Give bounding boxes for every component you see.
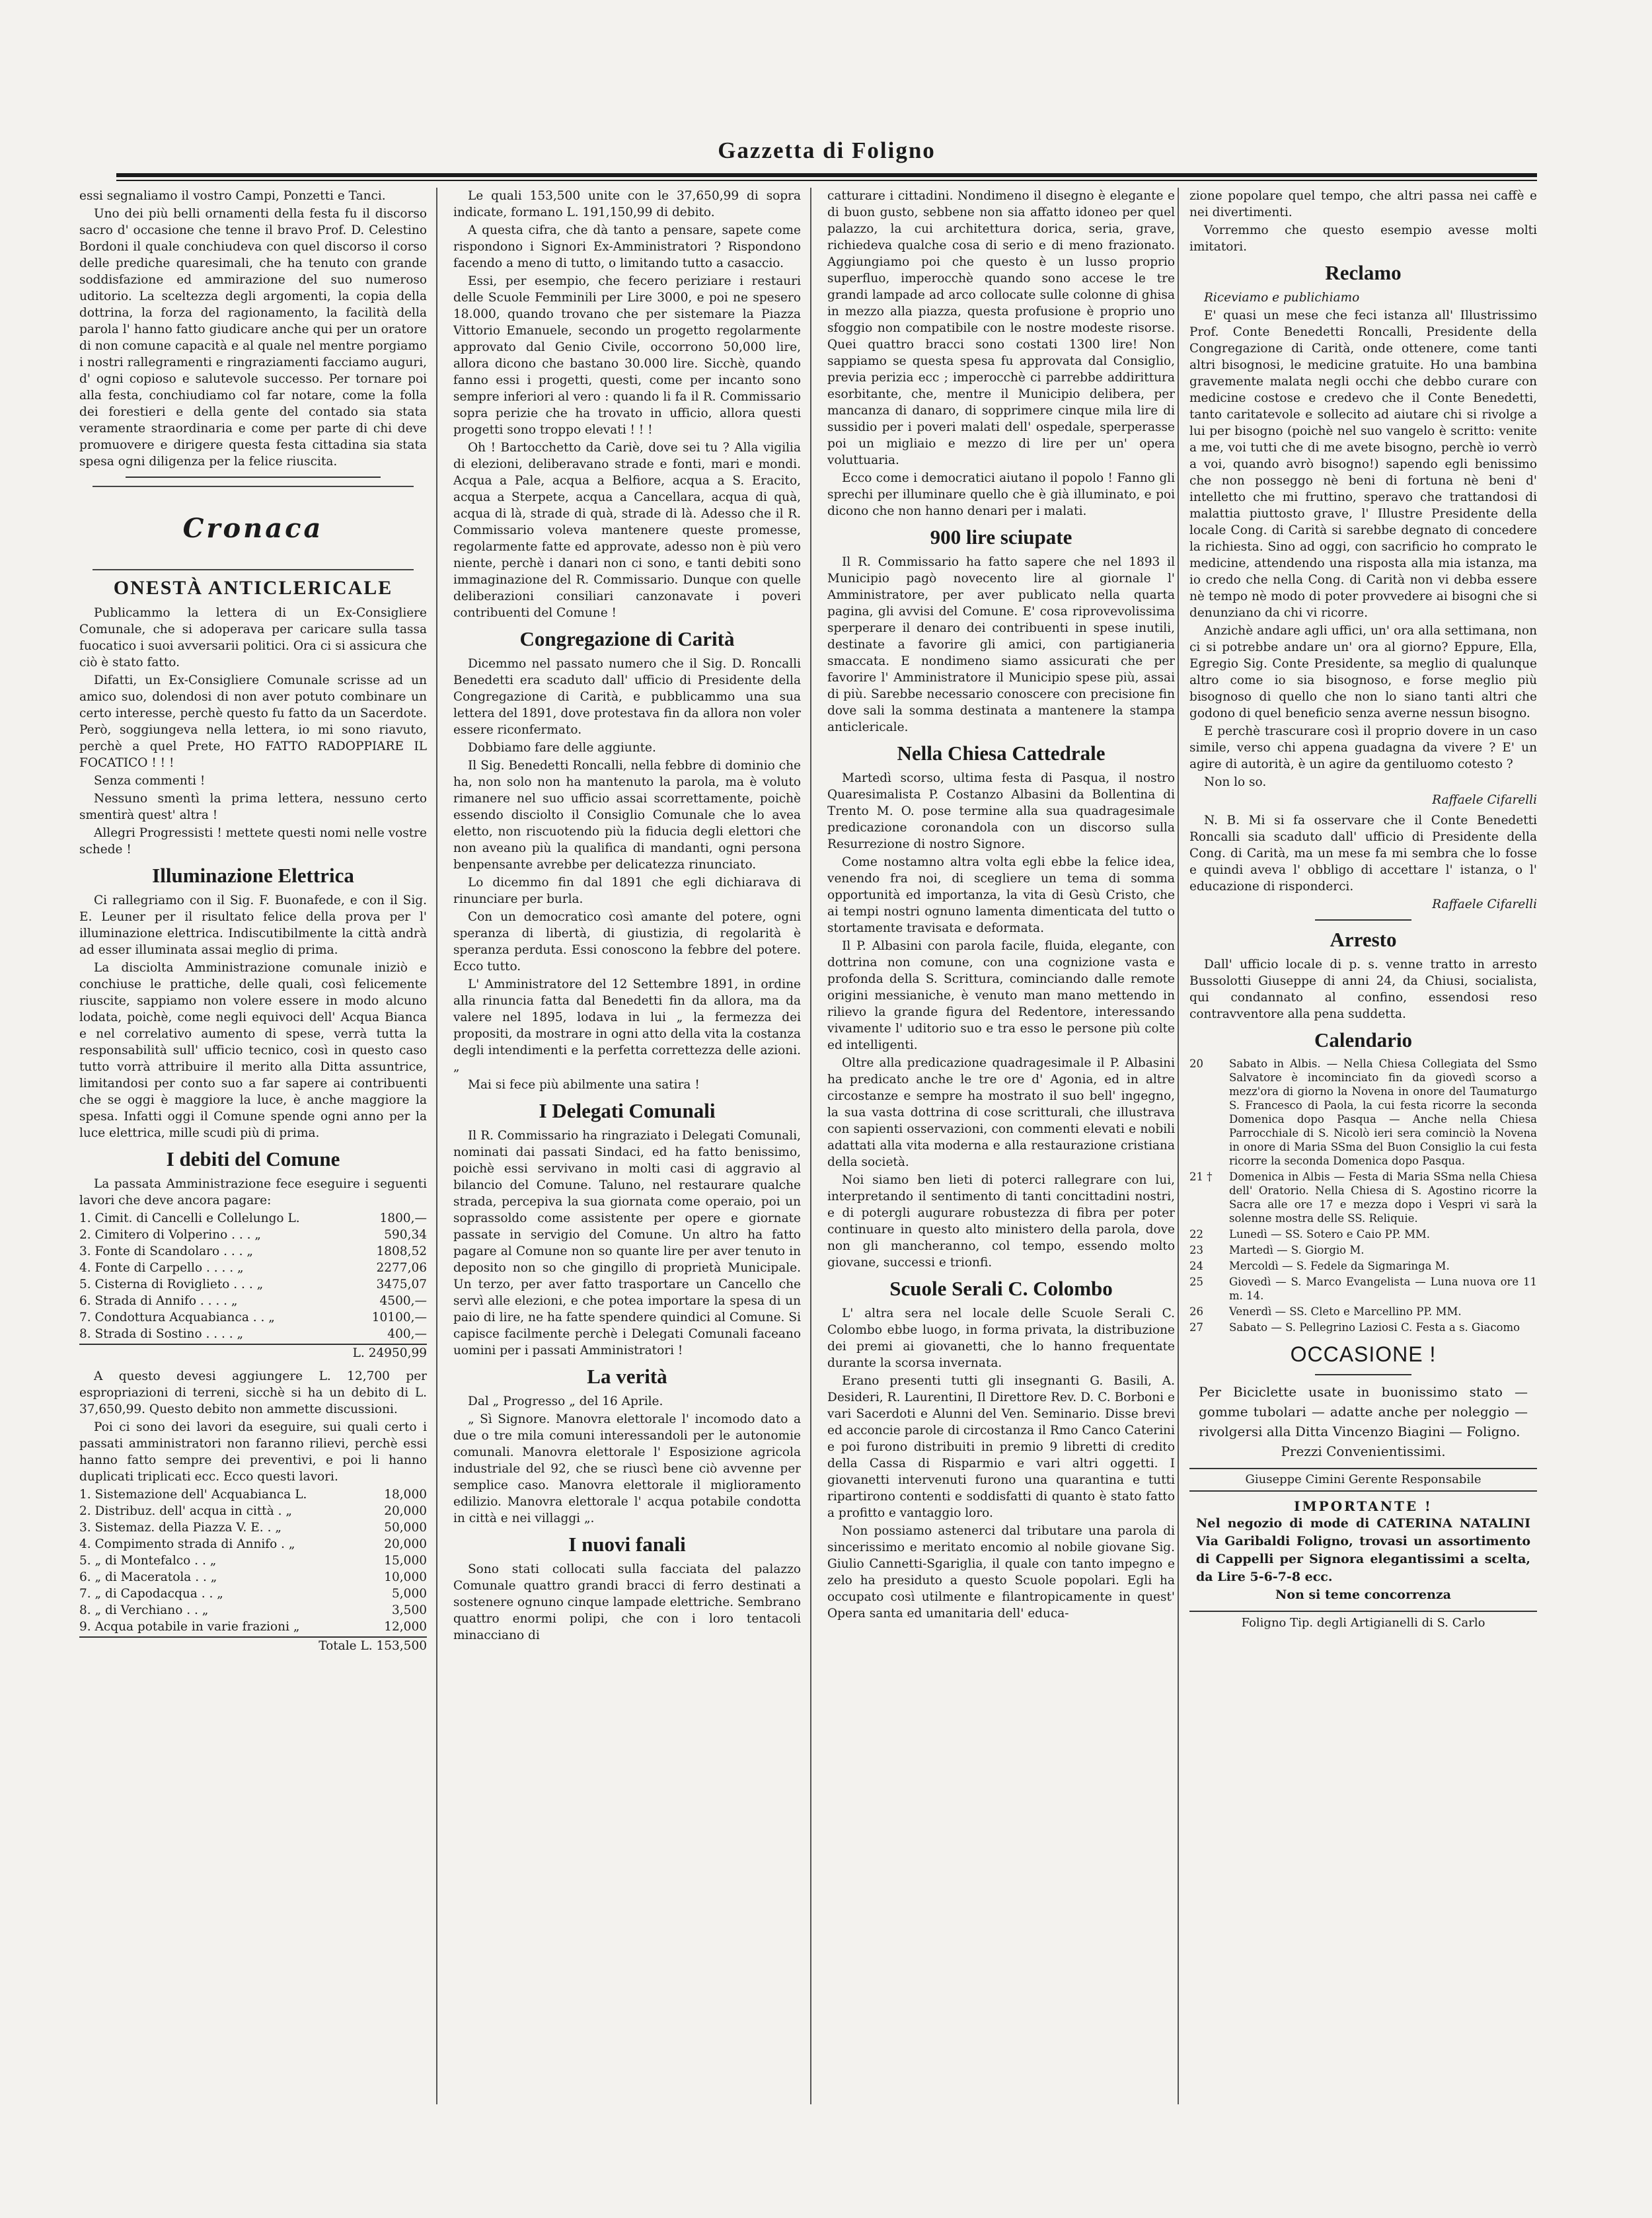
ad-text: Non si teme concorrenza <box>1275 1587 1451 1602</box>
article-heading: I nuovi fanali <box>568 1533 686 1556</box>
ad-text: Per Biciclette usate in buonissimo stato — gomme tubolari — adatte anche per noleggio — rivolgersi alla Ditta Vincenzo Biagini — Foligno. <box>1199 1384 1528 1439</box>
paragraph: Come nostamno altra volta egli ebbe la felice idea, venendo fra noi, di scegliere un tema di somma opportunità ed importanza, la vita di Gesù Cristo, che ai tempi nostri ognuno lamenta dimenticata del tutto o stortamente travisata e deformata. <box>827 855 1175 935</box>
masthead <box>116 136 1537 169</box>
ad-heading: OCCASIONE ! <box>1290 1342 1437 1366</box>
table-row: 2. Distribuz. dell' acqua in città . „ 20,000 <box>79 1504 427 1518</box>
paragraph: A questa cifra, che dà tanto a pensare, sapete come rispondono i Signori Ex-Amministratori ? Rispondono facendo a meno di tutto, o limitando tutto a casaccio. <box>453 223 801 270</box>
article-heading: Reclamo <box>1325 261 1402 284</box>
paragraph: Ecco come i democratici aiutano il popolo ! Fanno gli sprechi per illuminare quello che è già illuminato, e poi dicono che non hanno denari per i malati. <box>827 471 1175 518</box>
calendar-entry: 27 Sabato — S. Pellegrino Laziosi C. Festa a s. Giacomo <box>1189 1321 1521 1334</box>
divider <box>1315 919 1411 921</box>
column-4 <box>1189 188 1537 2104</box>
paragraph: catturare i cittadini. Nondimeno il disegno è elegante e di buon gusto, sebbene non sia affatto idoneo per quel palazzo, la cui architettura dorica, seria, grave, richiedeva qualche cosa di serio e di meno frazionato. Aggiungiamo poi che questo è un lusso proprio superfluo, imperocchè quando sono accese le tre grandi lampade ad arco collocate sulle colonne di ghisa in mezzo alla piazza, questa profusione è proprio uno sfoggio non compatibile con le nostre modeste risorse. Quei quattro bracci sono costati 1300 lire! Non sappiamo se questa spesa fu approvata dal Consiglio, previa perizia ecc ; imperocchè ci parrebbe addirittura esorbitante, che, mentre il Municipio delibera, per mancanza di danaro, di sopprimere cinque mila lire di sussidio per i poveri malati dell' ospedale, sperperasse poi un migliaio e mezzo di lire per un' opera voluttuaria. <box>827 189 1175 467</box>
paragraph: Essi, per esempio, che fecero periziare i restauri delle Scuole Femminili per Lire 3000, e poi ne spesero 18.000, quando trovano che per sistemare la Piazza Vittorio Emanuele, secondo un progetto regolarmente approvato dal Genio Civile, occorrono 50,000 lire, allora dicono che bastano 30.000 lire. Sicchè, quando fanno essi i progetti, questi, come per incanto sono sempre inferiori al vero : quando li fa il R. Commissario sopra perizie che ha trovato in ufficio, allora questi progetti sono troppo elevati ! ! ! <box>453 274 801 437</box>
signature: Raffaele Cifarelli <box>1432 793 1537 807</box>
calendar-entry: 22 Lunedì — SS. Sotero e Caio PP. MM. <box>1189 1228 1431 1241</box>
article-heading: Nella Chiesa Cattedrale <box>897 742 1106 765</box>
paragraph: Martedì scorso, ultima festa di Pasqua, il nostro Quaresimalista P. Costanzo Albasini da Bollentina di Trento M. O. pose termine alla sua quadragesimale predicazione coronandola con un discorso sulla Resurrezione di nostro Signore. <box>827 771 1175 851</box>
table-row: 7. „ di Capodacqua . . „ 5,000 <box>79 1587 427 1601</box>
paragraph: A questo devesi aggiungere L. 12,700 per espropriazioni di terreni, sicchè si ha un debito di L. 37,650,99. Questo debito non ammette discussioni. <box>79 1369 427 1416</box>
article-heading: Illuminazione Elettrica <box>152 864 354 887</box>
table-row: 1. Sistemazione dell' Acquabianca L. 18,000 <box>79 1488 427 1502</box>
table-row: 5. „ di Montefalco . . „ 15,000 <box>79 1554 427 1568</box>
printer-imprint: Foligno Tip. degli Artigianelli di S. Carlo <box>1189 1611 1537 1634</box>
paragraph: L' Amministratore del 12 Settembre 1891, in ordine alla rinuncia fatta dal Benedetti fin da allora, ma da valere nel 1895, lodava in lui „ la fermezza dei propositi, da mostrare in ogni atto della vita la costanza degli intendimenti e la perfetta correttezza delle azioni. „ <box>453 977 801 1074</box>
article-heading: I Delegati Comunali <box>539 1099 716 1122</box>
table-row: 5. Cisterna di Roviglieto . . . „ 3475,07 <box>79 1278 427 1291</box>
cronaca-ornament-label: Cronaca <box>182 512 324 544</box>
paragraph: La passata Amministrazione fece eseguire i seguenti lavori che deve ancora pagare: <box>79 1177 427 1207</box>
paragraph: Vorremmo che questo esempio avesse molti imitatori. <box>1189 223 1537 254</box>
ad-text: Prezzi Convenientissimi. <box>1281 1443 1446 1459</box>
article-heading: Scuole Serali C. Colombo <box>889 1277 1113 1300</box>
lavori-table <box>79 1486 427 1635</box>
calendar-entry: 24 Mercoldì — S. Fedele da Sigmaringa M. <box>1189 1260 1450 1272</box>
debiti-table <box>79 1210 427 1342</box>
paragraph: Dal „ Progresso „ del 16 Aprile. <box>468 1395 663 1408</box>
paragraph: L' altra sera nel locale delle Scuole Serali C. Colombo ebbe luogo, in forma privata, la distribuzione dei premi ai giovanetti, che lo hanno frequentate durante la scorsa invernata. <box>827 1307 1175 1370</box>
article-heading: Arresto <box>1330 928 1397 951</box>
lavori-total: Totale L. 153,500 <box>79 1636 427 1654</box>
paragraph: E' quasi un mese che feci istanza all' Illustrissimo Prof. Conte Benedetti Roncalli, Presidente della Congregazione di Carità, onde ottenere, come tanti altri bisognosi, le medicine gratuite. Ho una bambina gravemente malata negli occhi che debbo curare con medicine costose e credevo che il Conte Benedetti, tanto caritatevole e sollecito ad aiutare chi si rivolge a lui per bisogno (poichè nel suo vangelo è scritto: venite a me, voi tutti che di me avete bisogno, perchè io verrò a voi, quando avrò bisogno!) sapendo egli benissimo che non posseggo nè beni di fortuna nè beni d' intelletto che mi fruttino, speravo che trattandosi di malattia piuttosto grave, l' Illustre Presidente della locale Cong. di Carità si sarebbe degnato di concedere la richiesta. Sino ad oggi, con sacrificio ho comprato le medicine, attendendo una risposta alla mia istanza, ma io credo che nella Cong. di Carità non vi debba essere nè tempo nè modo di poter provvedere ai bisogni che si denunziano da chi vi ricorre. <box>1189 309 1537 620</box>
paragraph: Poi ci sono dei lavori da eseguire, sui quali certo i passati amministratori non faranno rilievi, perchè essi hanno fatto sempre dei preventivi, e poi li hanno duplicati triplicati ecc. Ecco questi lavori. <box>79 1420 427 1484</box>
gerente-responsabile: Giuseppe Cimini Gerente Responsabile <box>1189 1468 1537 1492</box>
paragraph: Difatti, un Ex-Consigliere Comunale scrisse ad un amico suo, dolendosi di non aver potuto combinare un certo interesse, perchè questo fu fatto da un Sacerdote. Però, soggiungeva nella lettera, io mi sono riavuto, perchè a quel Prete, HO FATTO RADOPPIARE IL FOCATICO ! ! ! <box>79 673 427 770</box>
paragraph: Dobbiamo fare delle aggiunte. <box>468 741 656 755</box>
article-subheading: Riceviamo e publichiamo <box>1204 291 1360 305</box>
article-heading: ONESTÀ ANTICLERICALE <box>113 577 393 599</box>
paragraph: Con un democratico così amante del potere, ogni speranza di libertà, di giustizia, di regolarità è speranza perduta. Essi conoscono la febbre del potere. Ecco tutto. <box>453 910 801 974</box>
paragraph: Il Sig. Benedetti Roncalli, nella febbre di dominio che ha, non solo non ha mantenuto la parola, ma è voluto rimanere nel suo ufficio assai scorrettamente, poichè essendo disciolto il Consiglio Comunale che lo avea eletto, non riscuotendo più la fiducia degli elettori che non aveano più la qualifica di mandanti, ogni persona benpensante avrebbe per delicatezza rinunciato. <box>453 759 801 872</box>
table-row: 8. Strada di Sostino . . . . „ 400,— <box>79 1327 427 1341</box>
paragraph: Anzichè andare agli uffici, un' ora alla settimana, non ci si potrebbe andare un' ora al giorno? Eppure, Ella, Egregio Sig. Conte Presidente, sa meglio di qualunque altro come io sia bisognoso, e forse meglio più bisognoso di quello che non lo siano tanti altri che godono di quel beneficio senza averne nessun bisogno. <box>1189 624 1537 720</box>
paragraph: Ci rallegriamo con il Sig. F. Buonafede, e con il Sig. E. Leuner per il risultato felice della prova per l' illuminazione elettrica. Indiscutibilmente la città andrà ad esser illuminata assai meglio di prima. <box>79 894 427 957</box>
paragraph: Uno dei più belli ornamenti della festa fu il discorso sacro d' occasione che tenne il bravo Prof. D. Celestino Bordoni il quale conchiudeva con quel discorso il corso delle prediche quaresimali, che ha tenuto con grande soddisfazione ed ammirazione del suo numeroso uditorio. La sceltezza degli argomenti, la copia della dottrina, la forza del ragionamento, la facilità della parola l' hanno fatto giudicare anche qui per un oratore di non comune capacità e al quale nel mentre porgiamo i nostri rallegramenti e ringraziamenti facciamo auguri, d' ogni copioso e salutevole successo. Per tornare poi alla festa, conchiudiamo col far notare, come la folla dei forestieri e della gente del contado sia stata veramente straordinaria e come per parte di chi deve promuovere e dirigere questa festa cittadina sia stata spesa ogni diligenza per la felice riuscita. <box>79 207 427 469</box>
article-heading: Calendario <box>1314 1028 1413 1052</box>
debiti-total: L. 24950,99 <box>79 1344 427 1361</box>
divider <box>126 477 381 478</box>
table-row: 6. „ di Maceratola . . „ 10,000 <box>79 1570 427 1584</box>
paragraph: zione popolare quel tempo, che altri passa nei caffè e nei divertimenti. <box>1189 189 1537 219</box>
calendar-list <box>1189 1057 1537 1334</box>
masthead-title: Gazzetta di Foligno <box>718 137 936 163</box>
paragraph: Allegri Progressisti ! mettete questi nomi nelle vostre schede ! <box>79 826 427 857</box>
paragraph: Mai si fece più abilmente una satira ! <box>468 1078 700 1092</box>
paragraph: Il P. Albasini con parola facile, fluida, elegante, con dottrina non comune, con una cognizione vasta e profonda della S. Scrittura, cominciando dalle remote origini messianiche, è venuto man mano mettendo in rilievo la grande figura del Redentore, interessando vivamente l' uditorio suo e tra esso le persone più colte ed intelligenti. <box>827 939 1175 1052</box>
paragraph: Non possiamo astenerci dal tributare una parola di sincerissimo e meritato encomio al nobile giovane Sig. Giulio Cannetti-Sgariglia, il quale con tanto impegno e zelo ha presiduto a questo Scuole popolari. Egli ha occupato così utilmente e filantropicamente in quest' Opera santa ed umanitaria dell' educa- <box>827 1524 1175 1621</box>
column-divider <box>436 188 437 2104</box>
table-row: 2. Cimitero di Volperino . . . „ 590,34 <box>79 1228 427 1242</box>
table-row: 6. Strada di Annifo . . . . „ 4500,— <box>79 1294 427 1308</box>
column-divider <box>1178 188 1179 2104</box>
table-row: 8. „ di Verchiano . . „ 3,500 <box>79 1603 427 1617</box>
paragraph: Nessuno smentì la prima lettera, nessuno certo smentirà quest' altra ! <box>79 792 427 822</box>
paragraph: Senza commenti ! <box>94 774 206 788</box>
article-heading: 900 lire sciupate <box>930 525 1072 549</box>
masthead-rule-thin <box>116 180 1537 181</box>
ad-text: Nel negozio di mode di CATERINA NATALINI Via Garibaldi Foligno, trovasi un assortimento di Cappelli per Signora elegantissimi a scelta, da Lire 5-6-7-8 ecc. <box>1196 1516 1530 1584</box>
paragraph: Oh ! Bartocchetto da Cariè, dove sei tu ? Alla vigilia di elezioni, deliberavano strade e fonti, mari e mondi. Acqua a Pale, acqua a Belfiore, acqua a S. Eracito, acqua a Sterpete, acqua a Cancellara, acqua di quà, acqua di là, strade di quà, strade di là. Adesso che il R. Commissario voleva mantenere queste promesse, regolarmente fatte ed approvate, adesso non è più vero niente, perchè i danari non ci sono, e tanti debiti sono immaginazione del R. Commissario. Dunque con quelle deliberazioni consiliari canzonavate i poveri contribuenti del Comune ! <box>453 441 801 620</box>
paragraph: „ Sì Signore. Manovra elettorale l' incomodo dato a due o tre mila comuni interessandoli per le autonomie comunali. Manovra elettorale l' Esposizione agricola industriale del 92, che se riuscì bene ciò avvenne per semplice caso. Manovra elettorale il miglioramento edilizio. Manovra elettorale l' acqua potabile condotta in città e nei villaggi „. <box>453 1412 801 1525</box>
column-1 <box>79 188 427 2104</box>
paragraph: Il R. Commissario ha fatto sapere che nel 1893 il Municipio pagò novecento lire al giornale l' Amministratore, per aver publicato nella quarta pagina, gli avvisi del Comune. E' cosa riprovevolissima sperperare il denaro dei contribuenti in spese inutili, destinate a favorire gli amici, con partigianeria smaccata. E nondimeno siamo assicurati che per favorire l' Amministratore il Municipio spese più, assai di più. Sarebbe necessario conoscere con precisione fin dove sali la somma destinata a mantenere la stampa anticlericale. <box>827 555 1175 734</box>
calendar-entry: 25 Giovedì — S. Marco Evangelista — Luna nuova ore 11 m. 14. <box>1189 1276 1537 1302</box>
calendar-entry: 26 Venerdì — SS. Cleto e Marcellino PP. MM. <box>1189 1305 1462 1318</box>
paragraph: Dall' ufficio locale di p. s. venne tratto in arresto Bussolotti Giuseppe di anni 24, da Chiusi, socialista, qui condannato al confino, essendosi reso contravventore alla pena suddetta. <box>1189 958 1537 1021</box>
table-row: 4. Fonte di Carpello . . . . „ 2277,06 <box>79 1261 427 1275</box>
masthead-rule <box>116 173 1537 177</box>
article-heading: La verità <box>587 1365 667 1388</box>
paragraph: La disciolta Amministrazione comunale iniziò e conchiuse le prattiche, delle quali, così felicemente riuscite, sappiamo non volere essere in modo alcuno lodata, poichè, come negli equivoci dell' Acqua Bianca e nel correlativo aumento di spese, verrà tutta la responsabilità sull' ufficio tecnico, così in questo caso tutto vorrà attribuire il merito alla Ditta assuntrice, limitandosi per conto suo a far sapere ai contribuenti che se oggi è maggiore la luce, è anche maggiore la spesa. Infatti oggi il Comune spende ogni anno per la luce elettrica, mille scudi più di prima. <box>79 961 427 1140</box>
paragraph: essi segnaliamo il vostro Campi, Ponzetti e Tanci. <box>79 189 386 203</box>
table-row: 1. Cimit. di Cancelli e Collelungo L. 1800,— <box>79 1211 427 1225</box>
paragraph: N. B. Mi si fa osservare che il Conte Benedetti Roncalli sia scaduto dall' ufficio di Presidente della Cong. di Carità, ma un mese fa mi sembra che lo fosse e quindi aveva l' obbligo di accettare l' istanza, o l' educazione di risponderci. <box>1189 814 1537 894</box>
paragraph: Il R. Commissario ha ringraziato i Delegati Comunali, nominati dai passati Sindaci, ed ha fatto benissimo, poichè essi servivano in molti casi di aggravio al bilancio del Comune. Taluno, nel restaurare qualche strada, percepiva la sua giornata come operaio, poi un soprassoldo come assistente per opere e giornate passate in servigio del Comune. Un altro ha fatto pagare al Comune non so quante lire per aver tenuto in deposito non so che gingillo di proprietà Municipale. Un terzo, per aver fatto trasportare un Cancello che servì alle elezioni, e che potea importare la spesa di un paio di lire, ne ha fatte spendere quindici al Comune. Si capisce facilmente perchè i Delegati Comunali faceano uomini per i passati Amministratori ! <box>453 1129 801 1358</box>
paragraph: Erano presenti tutti gli insegnanti G. Basili, A. Desideri, R. Laurentini, Il Direttore Rev. D. C. Borboni e vari Sacerdoti e Alunni del Ven. Seminario. Disse brevi ed acconcie parole di circostanza il Rmo Canco Caterini e poi furono distribuiti in premio 9 libretti di credito della Cassa di Risparmio e vari altri oggetti. I giovanetti intervenuti furono una quarantina e tutti ripartirono contenti e soddisfatti di quanto è stato fatto a profitto e vantaggio loro. <box>827 1374 1175 1520</box>
paragraph: Dicemmo nel passato numero che il Sig. D. Roncalli Benedetti era scaduto dall' ufficio di Presidente della Congregazione di Carità, e pubblicammo una sua lettera del 1891, dove protestava fin da allora non voler essere riconfermato. <box>453 657 801 737</box>
divider <box>1315 1374 1411 1375</box>
paragraph: E perchè trascurare così il proprio dovere in un caso simile, verso chi appena guadagna da vivere ? E' un agire di autorità, è un agire da gentiluomo cotesto ? <box>1189 724 1537 771</box>
column-divider <box>810 188 811 2104</box>
paragraph: Publicammo la lettera di un Ex-Consigliere Comunale, che si adoperava per caricare sulla tassa fuocatico i suoi avversarii politici. Ora ci si assicura che ciò è stato fatto. <box>79 606 427 669</box>
table-row: 3. Sistemaz. della Piazza V. E. . „ 50,000 <box>79 1521 427 1535</box>
table-row: 3. Fonte di Scandolaro . . . „ 1808,52 <box>79 1244 427 1258</box>
article-heading: I debiti del Comune <box>166 1147 340 1170</box>
paragraph: Sono stati collocati sulla facciata del palazzo Comunale quattro grandi bracci di ferro destinati a sostenere ognuno cinque lampade elettriche. Sembrano quattro enormi polipi, che con i loro tentacoli minacciano di <box>453 1562 801 1642</box>
calendar-entry: 20 Sabato in Albis. — Nella Chiesa Collegiata del Ssmo Salvatore è incominciato fin da giovedì scorso a mezz'ora di giorno la Novena in onore del Taumaturgo S. Francesco di Paola, la cui festa ricorre la seconda Domenica dopo Pasqua — Anche nella Chiesa Parrocchiale di S. Nicolò ieri sera cominciò la Novena in onore di Maria SSma del Buon Consiglio la cui festa ricorre la seconda Domenica dopo Pasqua. <box>1189 1057 1537 1167</box>
signature: Raffaele Cifarelli <box>1432 898 1537 911</box>
calendar-entry: 23 Martedì — S. Giorgio M. <box>1189 1244 1365 1256</box>
table-row: 4. Compimento strada di Annifo . „ 20,000 <box>79 1537 427 1551</box>
column-3 <box>827 188 1175 2104</box>
column-2 <box>453 188 801 2104</box>
paragraph: Noi siamo ben lieti di poterci rallegrare con lui, interpretando il sentimento di tanti concittadini nostri, e di potergli augurare robustezza di fibra per poter continuare in questo alto ministero della parola, dove non gli mancheranno, col tempo, essendo molto giovane, successi e trionfi. <box>827 1173 1175 1270</box>
paragraph: Non lo so. <box>1204 775 1267 789</box>
ad-heading: IMPORTANTE ! <box>1294 1498 1433 1514</box>
paragraph: Oltre alla predicazione quadragesimale il P. Albasini ha predicato anche le tre ore d' Agonia, ed in altre circostanze e sempre ha mostrato il suo bell' ingegno, la sua vasta dottrina di cose scritturali, che illustrava con sapienti osservazioni, con commenti elevati e nobili adattati alla vita moderna e alla restaurazione cristiana della società. <box>827 1056 1175 1169</box>
calendar-entry: 21 † Domenica in Albis — Festa di Maria SSma nella Chiesa dell' Oratorio. Nella Chiesa di S. Agostino ricorre la Sacra alle ore 17 e mezza dopo i Vespri vi sarà la solenne mostra delle SS. Reliquie. <box>1189 1170 1537 1225</box>
paragraph: Lo dicemmo fin dal 1891 che egli dichiarava di rinunciare per burla. <box>453 876 801 906</box>
paragraph: Le quali 153,500 unite con le 37,650,99 di sopra indicate, formano L. 191,150,99 di debito. <box>453 189 801 219</box>
table-row: 9. Acqua potabile in varie frazioni „ 12,000 <box>79 1620 427 1634</box>
cronaca-ornament <box>93 486 414 570</box>
table-row: 7. Condottura Acquabianca . . „ 10100,— <box>79 1311 427 1324</box>
article-heading: Congregazione di Carità <box>519 627 735 650</box>
